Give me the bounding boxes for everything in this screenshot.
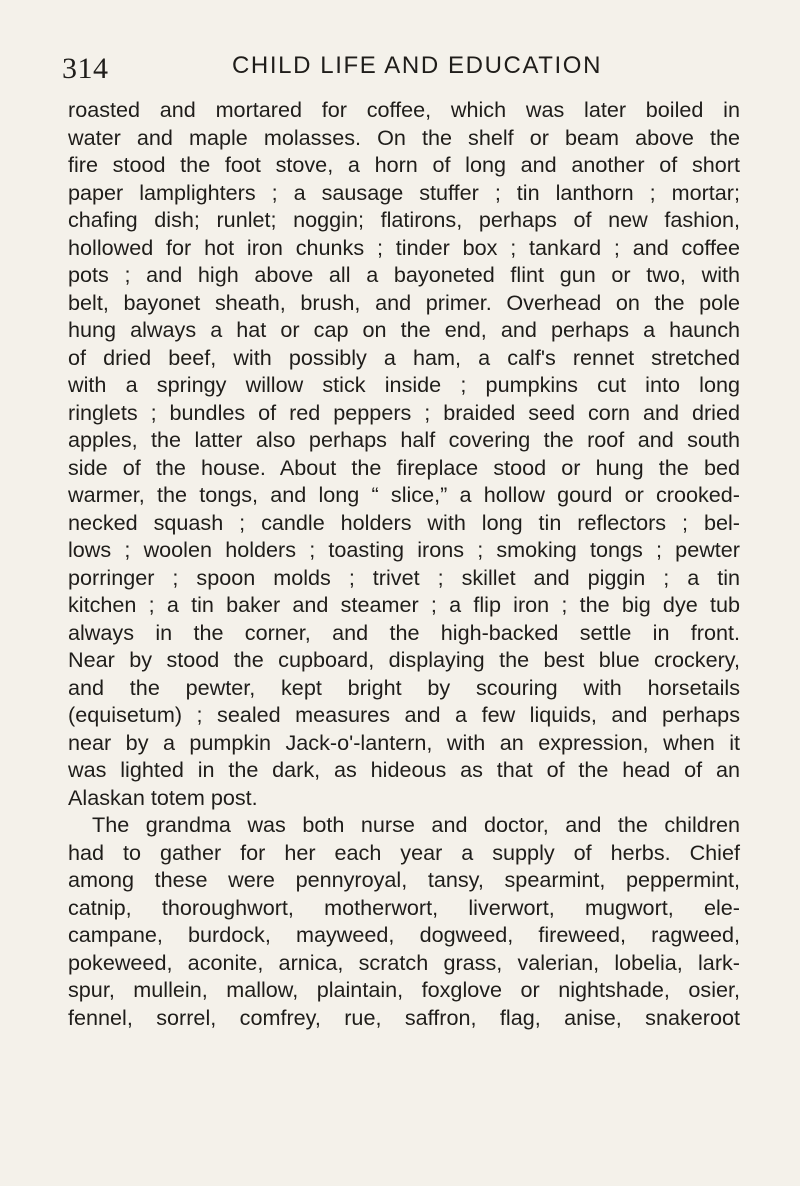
text-line: warmer, the tongs, and long “ slice,” a hollow gourd or crooked- (68, 482, 740, 507)
text-line: fennel, sorrel, comfrey, rue, saffron, flag, anise, snakeroot (68, 1004, 740, 1030)
page-number: 314 (62, 52, 109, 85)
text-line: porringer ; spoon molds ; trivet ; skillet and piggin ; a tin (68, 564, 740, 590)
text-line: side of the house. About the fireplace stood or hung the bed (68, 454, 740, 480)
text-line: chafing dish; runlet; noggin; flatirons, perhaps of new fashion, (68, 207, 740, 232)
text-line: always in the corner, and the high-backed settle in front. (68, 619, 740, 645)
text-line: Alaskan totem post. (68, 784, 258, 810)
text-line: among these were pennyroyal, tansy, spearmint, peppermint, (68, 867, 740, 892)
text-line: fire stood the foot stove, a horn of long and another of short (68, 152, 740, 177)
text-line: necked squash ; candle holders with long tin reflectors ; bel- (68, 509, 740, 535)
text-line: hung always a hat or cap on the end, and perhaps a haunch (68, 317, 740, 342)
text-line: kitchen ; a tin baker and steamer ; a flip iron ; the big dye tub (68, 592, 740, 617)
paragraph (68, 811, 740, 1031)
text-line: apples, the latter also perhaps half covering the roof and south (68, 427, 740, 452)
body-text (68, 96, 740, 1031)
text-line: pokeweed, aconite, arnica, scratch grass, valerian, lobelia, lark- (68, 949, 740, 975)
text-line: and the pewter, kept bright by scouring with horsetails (68, 674, 740, 700)
text-line: (equisetum) ; sealed measures and a few liquids, and perhaps (68, 702, 740, 727)
text-line: ringlets ; bundles of red peppers ; braided seed corn and dried (68, 399, 740, 425)
text-line: pots ; and high above all a bayoneted flint gun or two, with (68, 262, 740, 287)
text-line: was lighted in the dark, as hideous as that of the head of an (68, 757, 740, 782)
text-line: roasted and mortared for coffee, which was later boiled in (68, 97, 740, 122)
text-line: water and maple molasses. On the shelf or beam above the (68, 124, 740, 150)
text-line: belt, bayonet sheath, brush, and primer. Overhead on the pole (68, 289, 740, 315)
text-line: near by a pumpkin Jack-o'-lantern, with an expression, when it (68, 729, 740, 755)
text-line: hollowed for hot iron chunks ; tinder box ; tankard ; and coffee (68, 234, 740, 260)
text-line: Near by stood the cupboard, displaying the best blue crockery, (68, 647, 740, 672)
text-line: with a springy willow stick inside ; pumpkins cut into long (68, 372, 740, 397)
text-line: had to gather for her each year a supply of herbs. Chief (68, 839, 740, 865)
text-line: catnip, thoroughwort, motherwort, liverwort, mugwort, ele- (68, 894, 740, 920)
text-line: spur, mullein, mallow, plaintain, foxglove or nightshade, osier, (68, 977, 740, 1002)
text-line: of dried beef, with possibly a ham, a calf's rennet stretched (68, 344, 740, 370)
text-line: lows ; woolen holders ; toasting irons ; smoking tongs ; pewter (68, 537, 740, 562)
running-head: CHILD LIFE AND EDUCATION (232, 52, 603, 79)
page-header (62, 48, 742, 92)
text-line: campane, burdock, mayweed, dogweed, fireweed, ragweed, (68, 922, 740, 947)
text-line: paper lamplighters ; a sausage stuffer ; tin lanthorn ; mortar; (68, 179, 740, 205)
paragraph (68, 96, 740, 811)
text-line: The grandma was both nurse and doctor, and the children (92, 812, 740, 837)
